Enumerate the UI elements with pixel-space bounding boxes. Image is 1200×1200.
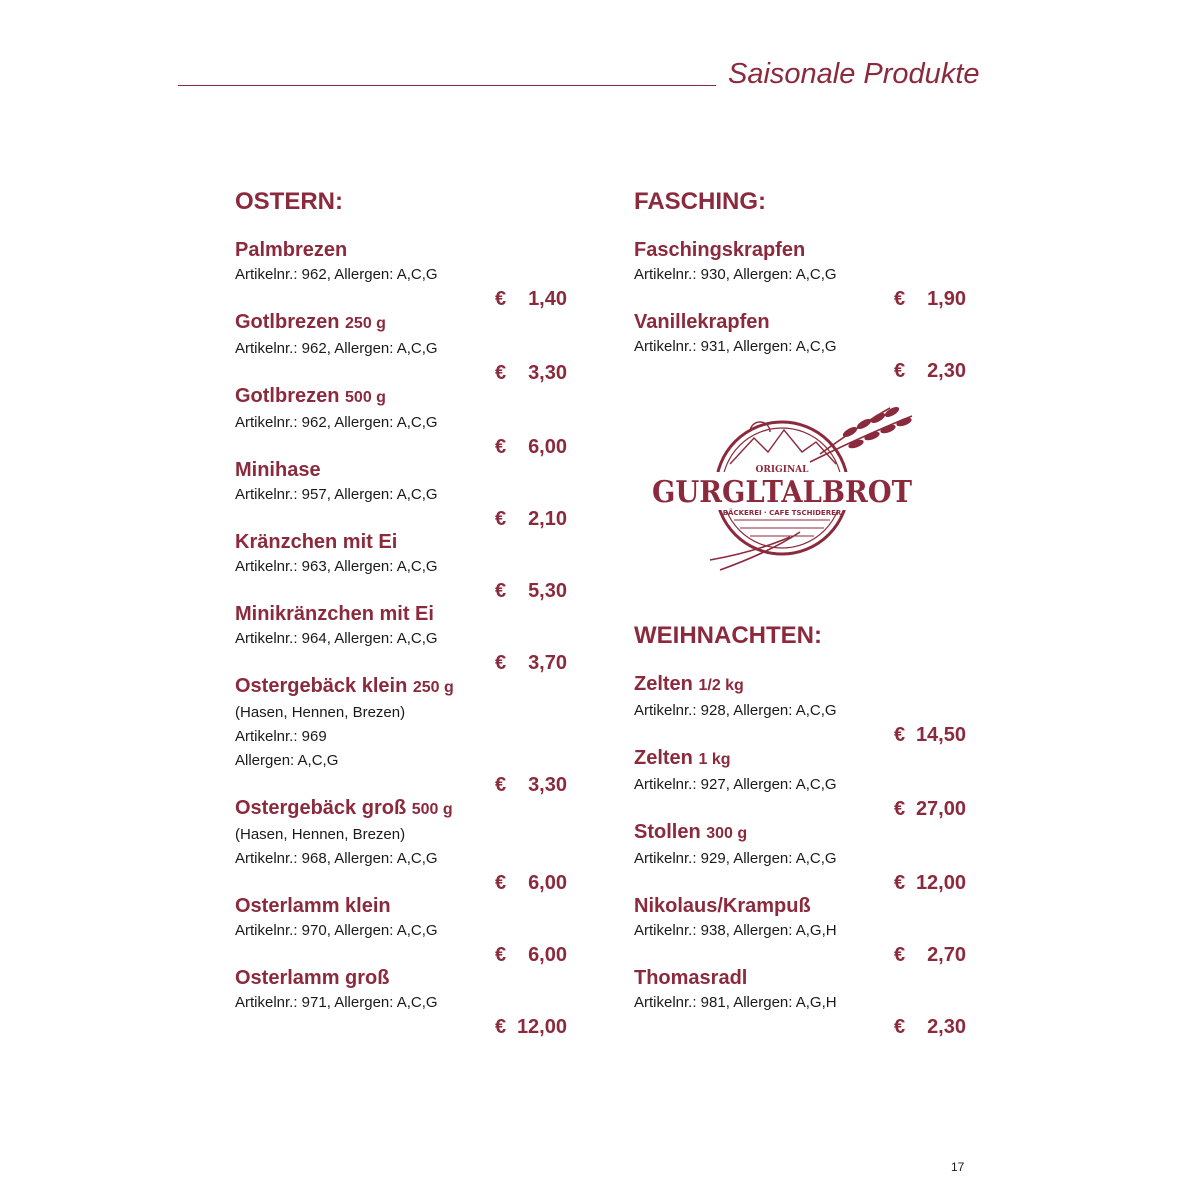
logo-main-text: GURGLTALBROT [652, 475, 913, 510]
currency: € [495, 652, 507, 674]
item-name: Thomasradl [634, 967, 748, 989]
price-amount: 5,30 [528, 580, 567, 602]
item-detail: Artikelnr.: 971, Allergen: A,C,G [235, 994, 438, 1011]
currency: € [495, 436, 507, 458]
menu-item [634, 965, 966, 1038]
item-detail: Artikelnr.: 964, Allergen: A,C,G [235, 630, 438, 647]
fasching-column [634, 186, 966, 382]
currency: € [495, 508, 507, 530]
item-size: 500 g [345, 389, 386, 406]
price-amount: 6,00 [528, 872, 567, 894]
menu-item [634, 819, 966, 894]
price-amount: 2,30 [927, 360, 966, 382]
currency: € [894, 360, 906, 382]
page-title: Saisonale Produkte [728, 58, 980, 90]
item-detail: Artikelnr.: 938, Allergen: A,G,H [634, 922, 837, 939]
menu-item [634, 309, 966, 382]
price-amount: 12,00 [915, 872, 966, 894]
currency: € [495, 1016, 507, 1038]
item-name: Zelten [634, 747, 693, 769]
item-detail: Artikelnr.: 957, Allergen: A,C,G [235, 486, 438, 503]
price-amount: 6,00 [528, 436, 567, 458]
section-title-weihnachten: WEIHNACHTEN: [634, 622, 822, 649]
price-amount: 1,90 [927, 288, 966, 310]
item-name: Palmbrezen [235, 239, 348, 261]
menu-item [235, 893, 567, 966]
item-size: 250 g [412, 679, 454, 696]
item-detail: Artikelnr.: 970, Allergen: A,C,G [235, 922, 438, 939]
price-amount: 2,10 [528, 508, 567, 530]
price-amount: 2,70 [927, 944, 966, 966]
currency: € [495, 774, 507, 796]
item-size: 1 kg [698, 751, 731, 768]
menu-item [235, 795, 567, 894]
price-amount: 6,00 [528, 944, 567, 966]
item-name: Osterlamm groß [235, 967, 390, 989]
item-name: Ostergebäck groß [235, 797, 407, 819]
currency: € [495, 872, 507, 894]
item-name: Kränzchen mit Ei [235, 531, 398, 553]
price-amount: 14,50 [915, 724, 966, 746]
currency: € [495, 288, 507, 310]
menu-item [235, 529, 567, 602]
item-size: 300 g [706, 825, 748, 842]
item-detail: (Hasen, Hennen, Brezen) [235, 704, 406, 721]
item-detail: Artikelnr.: 931, Allergen: A,C,G [634, 338, 837, 355]
section-title-fasching: FASCHING: [634, 188, 766, 215]
menu-item [235, 965, 567, 1038]
item-detail: Artikelnr.: 962, Allergen: A,C,G [235, 340, 438, 357]
item-detail: Artikelnr.: 969 [235, 728, 327, 745]
price-amount: 3,30 [528, 774, 567, 796]
page-number: 17 [951, 1160, 965, 1174]
price-amount: 1,40 [528, 288, 567, 310]
logo-bottom-text: BÄCKEREI · CAFE TSCHIDERER [722, 509, 842, 517]
menu-item [235, 673, 567, 796]
item-detail: Artikelnr.: 968, Allergen: A,C,G [235, 850, 438, 867]
item-detail: Allergen: A,C,G [235, 752, 339, 769]
menu-item [235, 457, 567, 530]
item-detail: Artikelnr.: 930, Allergen: A,C,G [634, 266, 837, 283]
item-name: Minikränzchen mit Ei [235, 603, 434, 625]
price-amount: 3,30 [528, 362, 567, 384]
item-name: Osterlamm klein [235, 895, 391, 917]
item-name: Gotlbrezen [235, 385, 340, 407]
item-name: Vanillekrapfen [634, 311, 770, 333]
header-rule [178, 85, 716, 86]
section-title-ostern: OSTERN: [235, 188, 343, 215]
item-name: Minihase [235, 459, 321, 481]
item-size: 1/2 kg [698, 677, 744, 694]
menu-item [634, 745, 966, 820]
item-detail: (Hasen, Hennen, Brezen) [235, 826, 406, 843]
ostern-column [235, 186, 567, 1038]
menu-item [235, 601, 567, 674]
item-size: 250 g [345, 315, 386, 332]
menu-item [634, 893, 966, 966]
item-name: Nikolaus/Krampuß [634, 895, 811, 917]
price-amount: 3,70 [528, 652, 567, 674]
item-name: Stollen [634, 821, 701, 843]
weihnachten-column [634, 620, 966, 1038]
item-detail: Artikelnr.: 963, Allergen: A,C,G [235, 558, 438, 575]
menu-item [235, 237, 567, 310]
item-detail: Artikelnr.: 928, Allergen: A,C,G [634, 702, 837, 719]
logo-top-text: ORIGINAL [755, 465, 809, 475]
item-detail: Artikelnr.: 962, Allergen: A,C,G [235, 266, 438, 283]
price-amount: 2,30 [927, 1016, 966, 1038]
price-amount: 12,00 [516, 1016, 567, 1038]
item-name: Gotlbrezen [235, 311, 340, 333]
currency: € [894, 288, 906, 310]
currency: € [894, 798, 906, 820]
price-amount: 27,00 [915, 798, 966, 820]
item-name: Zelten [634, 673, 693, 695]
item-name: Ostergebäck klein [235, 675, 408, 697]
currency: € [894, 724, 906, 746]
currency: € [894, 1016, 906, 1038]
item-detail: Artikelnr.: 981, Allergen: A,G,H [634, 994, 837, 1011]
menu-item [634, 237, 966, 310]
gurgltalbrot-logo [650, 402, 920, 572]
currency: € [495, 362, 507, 384]
item-detail: Artikelnr.: 929, Allergen: A,C,G [634, 850, 837, 867]
item-detail: Artikelnr.: 927, Allergen: A,C,G [634, 776, 837, 793]
menu-item [235, 309, 567, 384]
item-detail: Artikelnr.: 962, Allergen: A,C,G [235, 414, 438, 431]
currency: € [495, 944, 507, 966]
currency: € [894, 944, 906, 966]
currency: € [495, 580, 507, 602]
menu-item [235, 383, 567, 458]
currency: € [894, 872, 906, 894]
menu-item [634, 671, 966, 746]
item-size: 500 g [411, 801, 453, 818]
item-name: Faschingskrapfen [634, 239, 806, 261]
